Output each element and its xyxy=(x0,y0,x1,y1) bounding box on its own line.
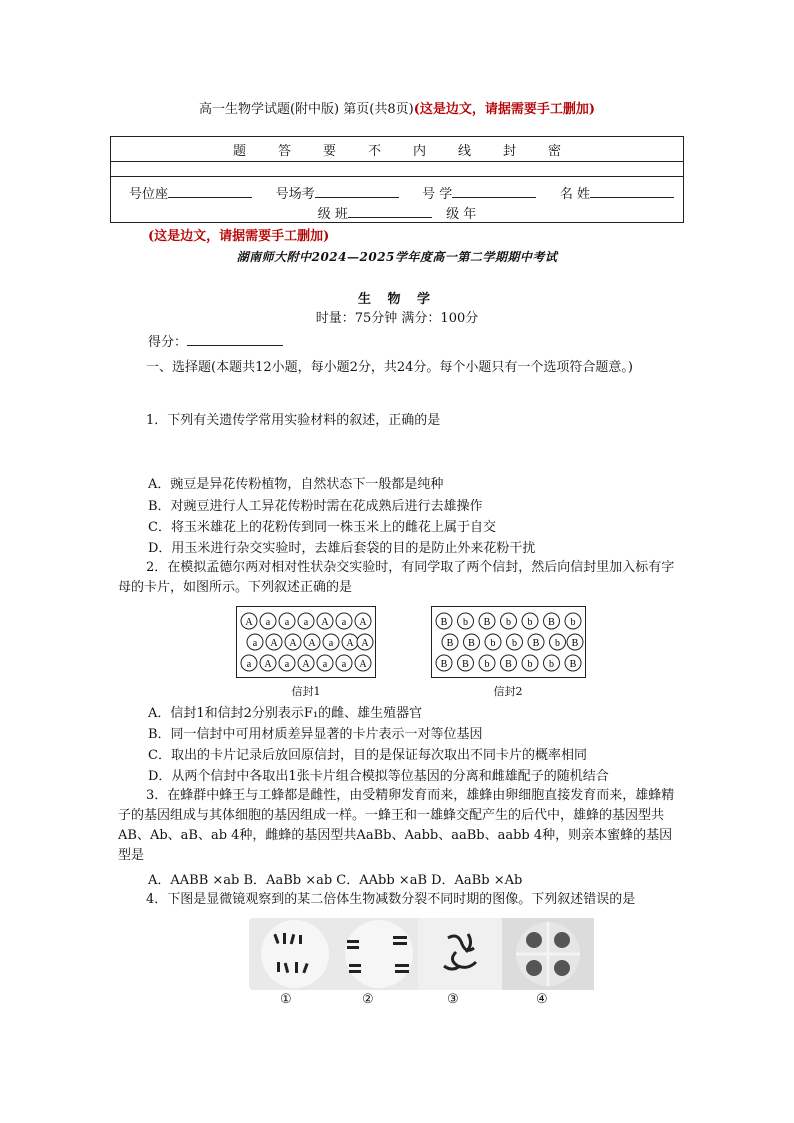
micro-label-4: ④ xyxy=(536,992,548,1007)
blank-row xyxy=(111,161,683,177)
fields-row xyxy=(129,183,674,202)
svg-text:B: B xyxy=(440,659,448,670)
svg-text:b: b xyxy=(549,659,554,670)
svg-text:B: B xyxy=(569,659,577,670)
letter-card xyxy=(544,613,560,629)
q2-option-c: C．取出的卡片记录后放回原信封，目的是保证每次取出不同卡片的概率相同 xyxy=(148,748,587,763)
seal-char: 题 xyxy=(232,143,246,159)
header-title: 高一生物学试题(附中版) 第页(共8页) xyxy=(198,102,414,117)
q2-option-b: B．同一信封中可用材质差异显著的卡片表示一对等位基因 xyxy=(148,727,483,742)
svg-text:B: B xyxy=(440,617,448,628)
seal-char: 线 xyxy=(458,143,472,159)
letter-card xyxy=(522,655,538,671)
score-label: 得分： xyxy=(148,335,188,350)
svg-text:A: A xyxy=(361,638,369,649)
svg-text:A: A xyxy=(270,638,278,649)
letter-card xyxy=(260,613,276,629)
letter-card xyxy=(298,613,314,629)
svg-text:a: a xyxy=(284,659,290,670)
svg-text:a: a xyxy=(341,617,347,628)
letter-card xyxy=(501,613,517,629)
svg-text:B: B xyxy=(446,638,454,649)
letter-card xyxy=(266,634,282,650)
seal-char: 密 xyxy=(548,143,562,159)
exam-title: 湖南师大附中2024—2025学年度高一第二学期期中考试 xyxy=(236,250,558,264)
score-line xyxy=(148,331,283,350)
micrograph-4 xyxy=(502,918,594,990)
svg-text:A: A xyxy=(302,659,310,670)
micro-label-2: ② xyxy=(362,992,374,1007)
seal-char: 内 xyxy=(413,143,427,159)
svg-text:A: A xyxy=(346,638,354,649)
name-field[interactable] xyxy=(590,185,674,198)
q2-option-a: A．信封1和信封2分别表示F₁的雌、雄生殖器官 xyxy=(148,706,423,721)
svg-text:a: a xyxy=(341,659,347,670)
svg-text:A: A xyxy=(359,617,367,628)
section-heading: 一、选择题(本题共12小题，每小题2分，共24分。每个小题只有一个选项符合题意。) xyxy=(146,360,633,375)
svg-text:a: a xyxy=(303,617,309,628)
svg-text:b: b xyxy=(555,638,560,649)
letter-card xyxy=(260,655,276,671)
q2-option-d: D．从两个信封中各取出1张卡片组合模拟等位基因的分离和雌雄配子的随机结合 xyxy=(148,769,609,784)
letter-card xyxy=(458,613,474,629)
room-label: 号场考 xyxy=(275,187,315,202)
q1-option-c: C．将玉米雄花上的花粉传到同一株玉米上的雌花上属于自交 xyxy=(148,520,496,535)
letter-card xyxy=(528,634,544,650)
letter-card xyxy=(550,634,566,650)
micrograph-1 xyxy=(249,918,341,990)
svg-text:B: B xyxy=(505,659,512,670)
letter-card xyxy=(479,655,495,671)
letter-card xyxy=(355,655,371,671)
micrograph-2 xyxy=(333,918,425,990)
letter-card xyxy=(336,613,352,629)
question-4-stem: 4．下图是显微镜观察到的某二倍体生物减数分裂不同时期的图像。下列叙述错误的是 xyxy=(146,892,636,907)
room-field[interactable] xyxy=(315,185,399,198)
svg-text:a: a xyxy=(284,617,290,628)
letter-card xyxy=(247,634,263,650)
class-label: 级 班 xyxy=(317,207,348,222)
svg-text:B: B xyxy=(483,617,491,628)
envelope-2-label: 信封2 xyxy=(493,685,523,698)
time-info: 时量：75分钟 满分：100分 xyxy=(315,311,479,326)
letter-card xyxy=(298,655,314,671)
svg-text:B: B xyxy=(571,638,579,649)
svg-text:b: b xyxy=(527,659,533,670)
q1-option-a: A．豌豆是异花传粉植物，自然状态下一般都是纯种 xyxy=(148,477,444,492)
letter-card xyxy=(464,634,480,650)
letter-card xyxy=(436,613,452,629)
svg-text:a: a xyxy=(252,638,258,649)
letter-card xyxy=(317,655,333,671)
svg-text:b: b xyxy=(527,617,533,628)
envelope-1-label: 信封1 xyxy=(291,685,321,698)
letter-card xyxy=(357,634,373,650)
svg-text:a: a xyxy=(322,659,328,670)
svg-text:a: a xyxy=(328,638,334,649)
micro-label-1: ① xyxy=(280,992,292,1007)
svg-text:B: B xyxy=(468,638,475,649)
grade-label: 级 年 xyxy=(446,207,477,222)
q1-option-d: D．用玉米进行杂交实验时，去雄后套袋的目的是防止外来花粉干扰 xyxy=(148,541,536,556)
letter-card xyxy=(304,634,320,650)
letter-card xyxy=(336,655,352,671)
seal-char: 封 xyxy=(503,143,517,159)
svg-text:A: A xyxy=(321,617,329,628)
micro-label-3: ③ xyxy=(447,992,459,1007)
svg-text:B: B xyxy=(548,617,555,628)
page-header xyxy=(0,98,794,117)
letter-card xyxy=(279,655,295,671)
letter-card xyxy=(342,634,358,650)
svg-text:b: b xyxy=(463,617,468,628)
envelope-1 xyxy=(236,606,376,678)
letter-card xyxy=(279,613,295,629)
letter-card xyxy=(501,655,517,671)
letter-card xyxy=(565,613,581,629)
name-label: 名 姓 xyxy=(559,187,590,202)
question-2-stem: 2．在模拟孟德尔两对相对性状杂交实验时，有同学取了两个信封，然后向信封里加入标有字母的卡片，如图所示。下列叙述正确的是 xyxy=(118,560,675,595)
letter-card xyxy=(479,613,495,629)
svg-text:A: A xyxy=(245,617,253,628)
class-field[interactable] xyxy=(348,205,432,218)
svg-text:b: b xyxy=(484,659,490,670)
letter-card xyxy=(241,655,257,671)
letter-card xyxy=(485,634,501,650)
subject-title: 生 物 学 xyxy=(357,292,437,307)
svg-text:a: a xyxy=(246,659,252,670)
seal-char: 要 xyxy=(322,143,336,159)
score-field[interactable] xyxy=(187,333,283,346)
envelope-2-cards xyxy=(432,607,585,677)
svg-text:b: b xyxy=(490,638,496,649)
envelope-1-cards xyxy=(237,607,375,677)
letter-card xyxy=(522,613,538,629)
letter-card xyxy=(565,655,581,671)
svg-text:B: B xyxy=(462,659,469,670)
letter-card xyxy=(567,634,583,650)
letter-card xyxy=(323,634,339,650)
letter-card xyxy=(507,634,523,650)
question-3-stem: 3．在蜂群中蜂王与工蜂都是雌性，由受精卵发育而来，雄蜂由卵细胞直接发育而来，雄蜂精子的基因组成与其体细胞的基因组成一样。一蜂王和一雄蜂交配产生的后代中，雄蜂的基因型共AB、Ab、aB、ab 4种，雌蜂的基因型共AaBb、Aabb、aaBb、aabb 4种，则亲本蜜蜂的基因型是 xyxy=(118,788,675,863)
letter-card xyxy=(442,634,458,650)
svg-text:b: b xyxy=(512,638,517,649)
svg-text:A: A xyxy=(264,659,272,670)
letter-card xyxy=(317,613,333,629)
letter-card xyxy=(436,655,452,671)
svg-text:b: b xyxy=(570,617,576,628)
seal-line-row xyxy=(111,137,683,162)
letter-card xyxy=(285,634,301,650)
q1-option-b: B．对豌豆进行人工异花传粉时需在花成熟后进行去雄操作 xyxy=(148,499,483,514)
q3-options: A．AABB ×ab B．AaBb ×ab C．AAbb ×aB D．AaBb ×Ab xyxy=(148,873,523,888)
seat-label: 号位座 xyxy=(129,187,169,202)
fields-row-2 xyxy=(111,203,683,222)
seal-char: 不 xyxy=(367,143,381,159)
svg-text:b: b xyxy=(506,617,511,628)
letter-card xyxy=(241,613,257,629)
header-note: (这是边文，请据需要手工删加) xyxy=(413,102,595,117)
svg-text:A: A xyxy=(359,659,367,670)
margin-note: (这是边文，请据需要手工删加) xyxy=(148,229,330,244)
svg-text:A: A xyxy=(289,638,297,649)
svg-text:a: a xyxy=(265,617,271,628)
letter-card xyxy=(355,613,371,629)
letter-card xyxy=(458,655,474,671)
envelope-2 xyxy=(431,606,586,678)
number-field[interactable] xyxy=(452,185,536,198)
seal-char: 答 xyxy=(277,143,291,159)
number-label: 号 学 xyxy=(422,187,453,202)
micrograph-3 xyxy=(418,918,510,990)
letter-card xyxy=(544,655,560,671)
svg-text:B: B xyxy=(532,638,540,649)
svg-text:A: A xyxy=(308,638,316,649)
question-1-stem: 1．下列有关遗传学常用实验材料的叙述，正确的是 xyxy=(146,413,441,428)
seat-field[interactable] xyxy=(168,185,252,198)
student-info-box xyxy=(110,136,684,223)
